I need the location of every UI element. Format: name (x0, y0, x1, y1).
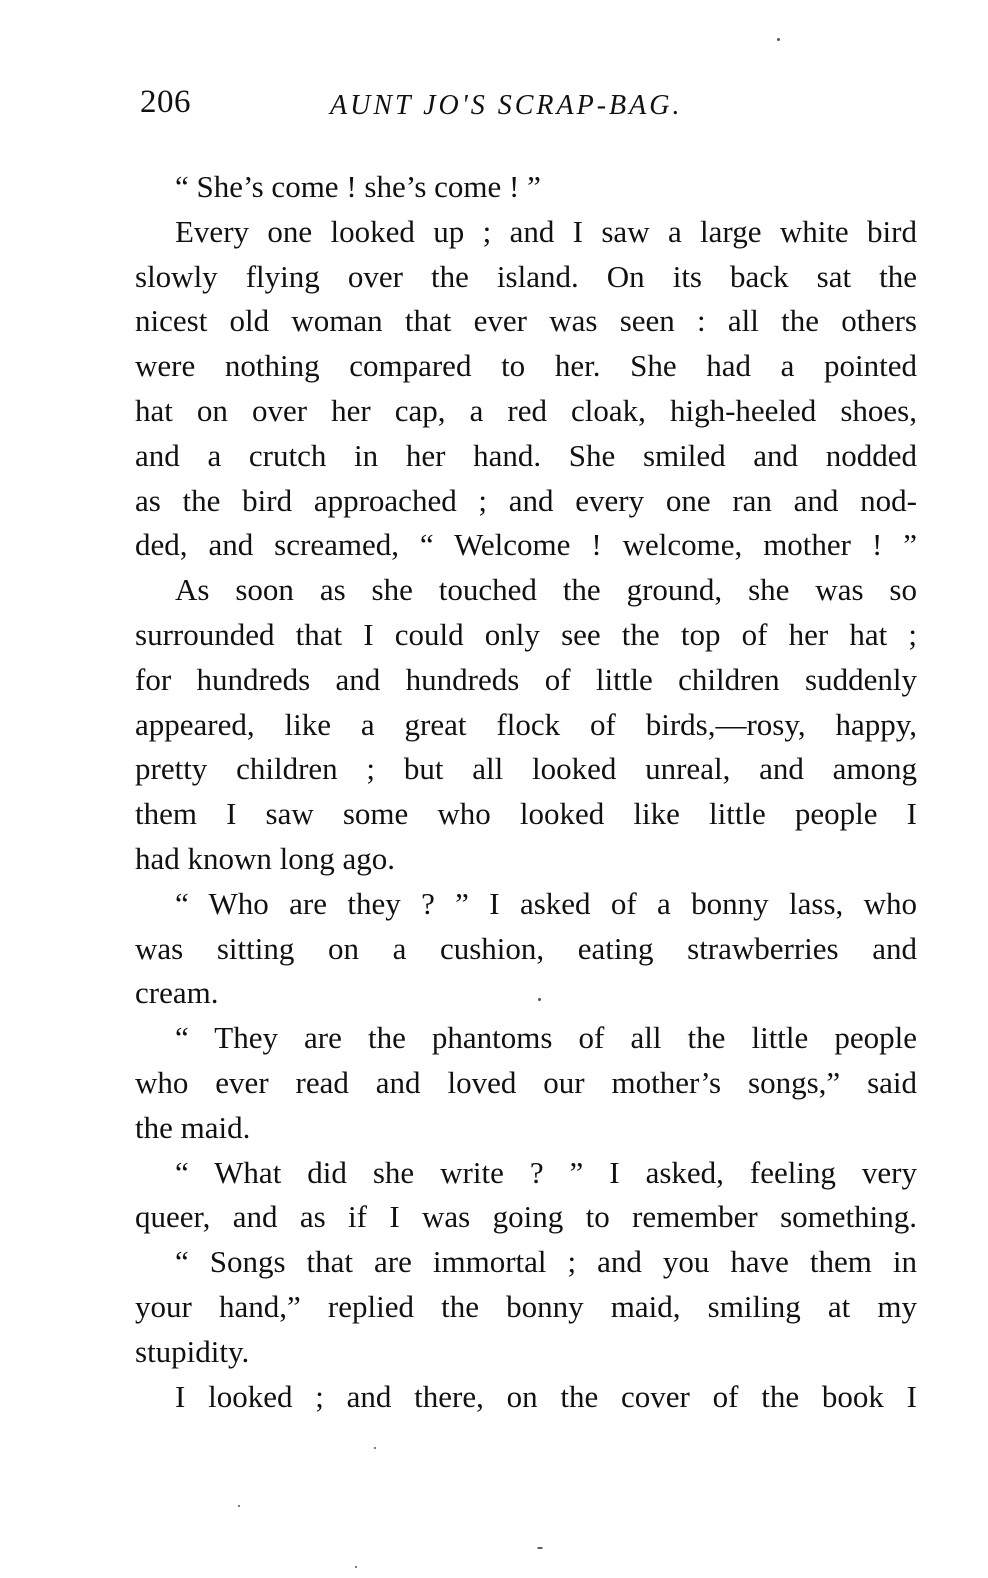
text-line: hat on over her cap, a red cloak, high-heeled shoes, (135, 392, 917, 428)
text-line: surrounded that I could only see the top of her hat ; (135, 616, 917, 652)
scan-speck (537, 1547, 543, 1549)
text-line: who ever read and loved our mother’s songs,” said (135, 1064, 917, 1100)
text-line: as the bird approached ; and every one ran and nod- (135, 482, 917, 518)
text-line: “ Who are they ? ” I asked of a bonny lass, who (175, 885, 917, 921)
text-line: nicest old woman that ever was seen : all the others (135, 303, 917, 339)
text-line: pretty children ; but all looked unreal, and among (135, 751, 917, 787)
scan-speck (355, 1566, 357, 1568)
text-line: queer, and as if I was going to remember something. (135, 1199, 917, 1235)
text-line: “ They are the phantoms of all the little people (175, 1020, 917, 1056)
page-number: 206 (140, 84, 191, 120)
text-line: I looked ; and there, on the cover of the book I (175, 1378, 917, 1414)
text-line: had known long ago. (135, 840, 396, 876)
text-line: As soon as she touched the ground, she was so (175, 572, 917, 608)
body-text (135, 165, 917, 1419)
text-line: your hand,” replied the bonny maid, smiling at my (135, 1288, 917, 1324)
text-line: “ What did she write ? ” I asked, feeling very (175, 1154, 917, 1190)
text-line: slowly flying over the island. On its back sat the (135, 258, 917, 294)
text-line: cream. (135, 975, 219, 1011)
text-line: “ Songs that are immortal ; and you have them in (175, 1244, 917, 1280)
page-header (140, 78, 920, 128)
running-title: AUNT JO'S SCRAP-BAG. (330, 90, 683, 121)
scan-speck (238, 1505, 240, 1507)
text-line: appeared, like a great flock of birds,—rosy, happy, (135, 706, 917, 742)
text-line: ded, and screamed, “ Welcome ! welcome, mother ! ” (135, 527, 917, 563)
text-line: and a crutch in her hand. She smiled and nodded (135, 437, 917, 473)
text-line: was sitting on a cushion, eating strawberries and (135, 930, 917, 966)
text-line: were nothing compared to her. She had a pointed (135, 348, 917, 384)
text-line: stupidity. (135, 1333, 250, 1369)
scan-speck (538, 998, 541, 1001)
text-line: them I saw some who looked like little people I (135, 796, 917, 832)
text-line: Every one looked up ; and I saw a large white bird (175, 213, 917, 249)
text-line: “ She’s come ! she’s come ! ” (175, 169, 541, 204)
text-line: the maid. (135, 1109, 251, 1145)
scan-speck (777, 38, 780, 41)
text-line: for hundreds and hundreds of little children suddenly (135, 661, 917, 697)
scan-speck (374, 1447, 376, 1449)
